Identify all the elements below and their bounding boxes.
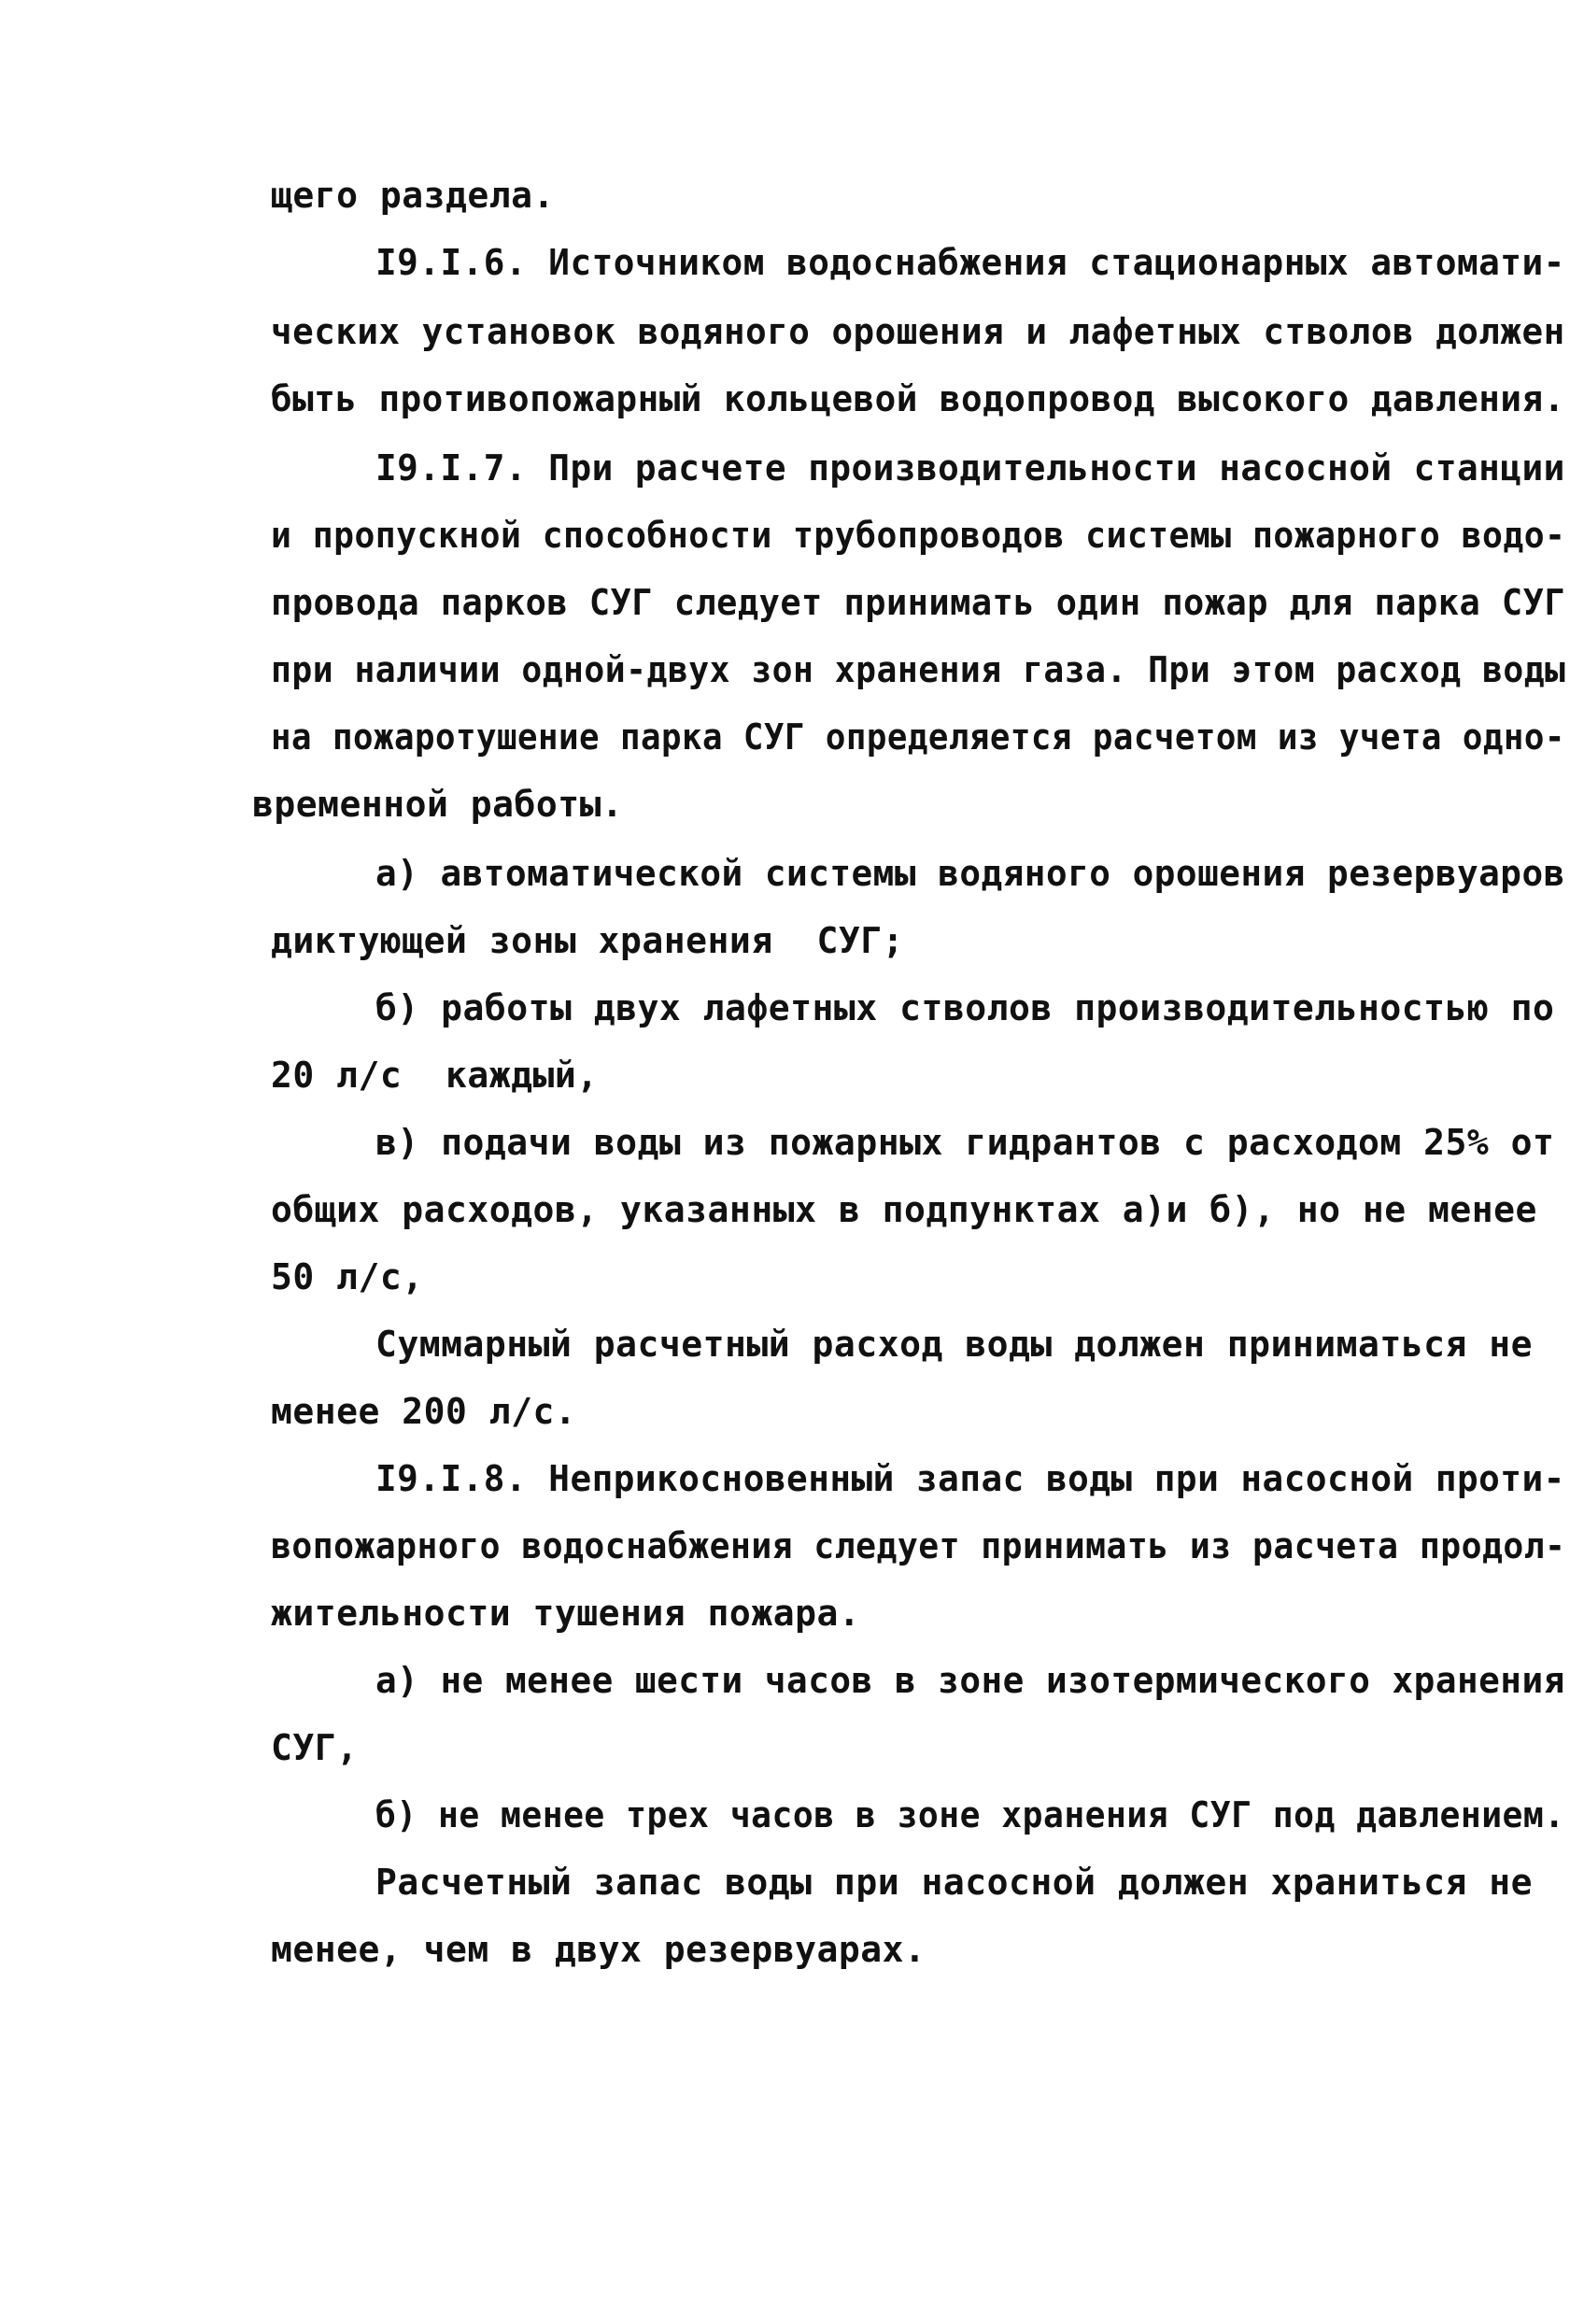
section-19-1-6-line: I9.I.6. Источником водоснабжения стационарных автомати- xyxy=(375,242,1565,283)
text-line: общих расходов, указанных в подпунктах а)и б), но не менее xyxy=(271,1189,1537,1230)
text-line: менее 200 л/с. xyxy=(271,1391,577,1432)
text-line: жительности тушения пожара. xyxy=(271,1593,861,1634)
list-item-a-line: а) не менее шести часов в зоне изотермического хранения xyxy=(375,1660,1565,1701)
list-item-v-line: в) подачи воды из пожарных гидрантов с расходом 25% от xyxy=(375,1122,1555,1163)
text-line: провода парков СУГ следует принимать один пожар для парка СУГ xyxy=(271,582,1566,623)
text-line: щего раздела. xyxy=(271,175,555,216)
section-19-1-7-line: I9.I.7. При расчете производительности насосной станции xyxy=(375,447,1565,489)
text-line: менее, чем в двух резервуарах. xyxy=(271,1929,926,1970)
text-line: диктующей зоны хранения СУГ; xyxy=(271,920,904,961)
text-line: на пожаротушение парка СУГ определяется расчетом из учета одно- xyxy=(271,716,1565,758)
list-item-b-line: б) не менее трех часов в зоне хранения СУГ под давлением. xyxy=(375,1794,1565,1835)
text-line: временной работы. xyxy=(252,784,624,825)
text-line: СУГ, xyxy=(271,1727,359,1768)
paragraph-line: Расчетный запас воды при насосной должен храниться не xyxy=(375,1862,1534,1903)
text-line: и пропускной способности трубопроводов системы пожарного водо- xyxy=(271,515,1566,556)
list-item-a-line: а) автоматической системы водяного орошения резервуаров xyxy=(375,853,1565,894)
text-line: быть противопожарный кольцевой водопровод высокого давления. xyxy=(271,378,1565,419)
paragraph-line: Суммарный расчетный расход воды должен приниматься не xyxy=(375,1324,1534,1365)
text-line: вопожарного водоснабжения следует принимать из расчета продол- xyxy=(271,1525,1566,1566)
text-line: 50 л/с, xyxy=(271,1256,424,1297)
section-19-1-8-line: I9.I.8. Неприкосновенный запас воды при насосной проти- xyxy=(375,1458,1565,1499)
text-line: ческих установок водяного орошения и лафетных стволов должен xyxy=(271,311,1565,352)
text-line: 20 л/с каждый, xyxy=(271,1055,599,1096)
text-line: при наличии одной-двух зон хранения газа. При этом расход воды xyxy=(271,649,1566,690)
list-item-b-line: б) работы двух лафетных стволов производительностью по xyxy=(375,987,1555,1028)
